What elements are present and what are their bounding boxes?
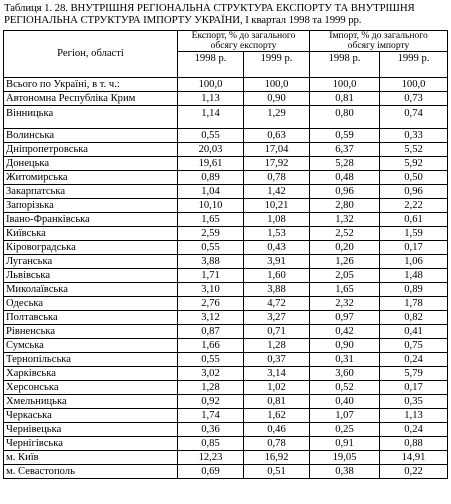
table-row — [4, 157, 448, 171]
region-cell: Автономна Республіка Крим — [4, 92, 178, 106]
value-cell: 3,91 — [244, 255, 310, 269]
value-cell: 2,22 — [380, 199, 448, 213]
value-cell: 1,26 — [310, 255, 380, 269]
value-cell: 17,04 — [244, 143, 310, 157]
value-cell: 3,14 — [244, 367, 310, 381]
value-cell: 100,0 — [178, 78, 244, 92]
value-cell: 1,48 — [380, 269, 448, 283]
value-cell: 3,88 — [244, 283, 310, 297]
region-cell: Чернігівська — [4, 437, 178, 451]
value-cell: 0,35 — [380, 395, 448, 409]
value-cell: 10,10 — [178, 199, 244, 213]
value-cell: 0,89 — [380, 283, 448, 297]
table-row — [4, 283, 448, 297]
value-cell: 1,59 — [380, 227, 448, 241]
value-cell: 1,13 — [178, 92, 244, 106]
value-cell: 0,33 — [380, 129, 448, 143]
value-cell: 5,92 — [380, 157, 448, 171]
value-cell: 20,03 — [178, 143, 244, 157]
header-import-1999: 1999 р. — [380, 52, 448, 78]
value-cell: 0,37 — [244, 353, 310, 367]
value-cell: 12,23 — [178, 451, 244, 465]
value-cell: 0,97 — [310, 311, 380, 325]
value-cell: 0,55 — [178, 353, 244, 367]
value-cell: 1,74 — [178, 409, 244, 423]
value-cell: 0,40 — [310, 395, 380, 409]
value-cell: 0,78 — [244, 437, 310, 451]
value-cell: 1,28 — [244, 339, 310, 353]
value-cell: 0,63 — [244, 129, 310, 143]
value-cell: 0,69 — [178, 465, 244, 479]
region-cell: Житомирська — [4, 171, 178, 185]
table-row — [4, 199, 448, 213]
value-cell: 0,46 — [244, 423, 310, 437]
table-body — [4, 78, 448, 479]
region-cell: Кіровоградська — [4, 241, 178, 255]
value-cell: 1,65 — [178, 213, 244, 227]
table-row — [4, 451, 448, 465]
value-cell: 1,28 — [178, 381, 244, 395]
region-cell: Донецька — [4, 157, 178, 171]
value-cell: 5,79 — [380, 367, 448, 381]
value-cell: 0,78 — [244, 171, 310, 185]
region-cell: Харківська — [4, 367, 178, 381]
value-cell: 1,29 — [244, 106, 310, 129]
value-cell: 0,22 — [380, 465, 448, 479]
header-import: Імпорт, % до загального обсягу імпорту — [310, 31, 448, 52]
value-cell: 0,75 — [380, 339, 448, 353]
header-export: Експорт, % до загального обсягу експорту — [178, 31, 310, 52]
region-cell: Вінницька — [4, 106, 178, 129]
value-cell: 0,92 — [178, 395, 244, 409]
header-import-1998: 1998 р. — [310, 52, 380, 78]
table-row — [4, 241, 448, 255]
value-cell: 2,59 — [178, 227, 244, 241]
value-cell: 0,80 — [310, 106, 380, 129]
value-cell: 0,61 — [380, 213, 448, 227]
value-cell: 0,48 — [310, 171, 380, 185]
region-cell: Черкаська — [4, 409, 178, 423]
value-cell: 0,90 — [244, 92, 310, 106]
table-row — [4, 465, 448, 479]
value-cell: 1,65 — [310, 283, 380, 297]
value-cell: 0,96 — [380, 185, 448, 199]
value-cell: 0,50 — [380, 171, 448, 185]
value-cell: 1,62 — [244, 409, 310, 423]
table-row — [4, 92, 448, 106]
table-row — [4, 255, 448, 269]
table-row — [4, 129, 448, 143]
region-cell: Луганська — [4, 255, 178, 269]
table-row — [4, 437, 448, 451]
table-row — [4, 78, 448, 92]
value-cell: 2,80 — [310, 199, 380, 213]
value-cell: 0,31 — [310, 353, 380, 367]
value-cell: 3,12 — [178, 311, 244, 325]
table-row — [4, 143, 448, 157]
table-row — [4, 409, 448, 423]
value-cell: 0,81 — [244, 395, 310, 409]
value-cell: 2,05 — [310, 269, 380, 283]
header-export-1998: 1998 р. — [178, 52, 244, 78]
value-cell: 3,88 — [178, 255, 244, 269]
table-row — [4, 213, 448, 227]
value-cell: 0,55 — [178, 129, 244, 143]
region-cell: Чернівецька — [4, 423, 178, 437]
region-cell: Миколаївська — [4, 283, 178, 297]
value-cell: 19,05 — [310, 451, 380, 465]
value-cell: 1,71 — [178, 269, 244, 283]
region-cell: Рівненська — [4, 325, 178, 339]
value-cell: 2,52 — [310, 227, 380, 241]
value-cell: 100,0 — [244, 78, 310, 92]
value-cell: 1,53 — [244, 227, 310, 241]
value-cell: 3,27 — [244, 311, 310, 325]
region-cell: Волинська — [4, 129, 178, 143]
value-cell: 0,74 — [380, 106, 448, 129]
value-cell: 1,13 — [380, 409, 448, 423]
region-cell: Хмельницька — [4, 395, 178, 409]
region-cell: Івано-Франківська — [4, 213, 178, 227]
value-cell: 1,66 — [178, 339, 244, 353]
value-cell: 0,25 — [310, 423, 380, 437]
value-cell: 17,92 — [244, 157, 310, 171]
table-row — [4, 171, 448, 185]
value-cell: 2,32 — [310, 297, 380, 311]
value-cell: 1,02 — [244, 381, 310, 395]
value-cell: 0,55 — [178, 241, 244, 255]
table-row — [4, 106, 448, 129]
region-cell: Київська — [4, 227, 178, 241]
value-cell: 1,60 — [244, 269, 310, 283]
value-cell: 3,10 — [178, 283, 244, 297]
table-row — [4, 269, 448, 283]
region-cell: Дніпропетровська — [4, 143, 178, 157]
value-cell: 0,87 — [178, 325, 244, 339]
table-row — [4, 325, 448, 339]
value-cell: 3,02 — [178, 367, 244, 381]
value-cell: 5,28 — [310, 157, 380, 171]
region-cell: Закарпатська — [4, 185, 178, 199]
table-row — [4, 395, 448, 409]
table-row — [4, 227, 448, 241]
region-cell: Полтавська — [4, 311, 178, 325]
value-cell: 0,91 — [310, 437, 380, 451]
value-cell: 6,37 — [310, 143, 380, 157]
value-cell: 0,59 — [310, 129, 380, 143]
table-row — [4, 423, 448, 437]
region-cell: м. Севастополь — [4, 465, 178, 479]
value-cell: 1,07 — [310, 409, 380, 423]
value-cell: 0,38 — [310, 465, 380, 479]
table-row — [4, 381, 448, 395]
value-cell: 1,32 — [310, 213, 380, 227]
region-cell: Тернопільська — [4, 353, 178, 367]
value-cell: 0,81 — [310, 92, 380, 106]
table-row — [4, 353, 448, 367]
value-cell: 0,96 — [310, 185, 380, 199]
value-cell: 5,52 — [380, 143, 448, 157]
value-cell: 0,24 — [380, 423, 448, 437]
value-cell: 0,82 — [380, 311, 448, 325]
value-cell: 3,60 — [310, 367, 380, 381]
value-cell: 100,0 — [310, 78, 380, 92]
table-row — [4, 311, 448, 325]
region-cell: Сумська — [4, 339, 178, 353]
value-cell: 10,21 — [244, 199, 310, 213]
region-cell: Одеська — [4, 297, 178, 311]
table-row — [4, 339, 448, 353]
value-cell: 1,04 — [178, 185, 244, 199]
region-cell: Всього по Україні, в т. ч.: — [4, 78, 178, 92]
value-cell: 0,73 — [380, 92, 448, 106]
value-cell: 0,42 — [310, 325, 380, 339]
value-cell: 1,14 — [178, 106, 244, 129]
region-cell: м. Київ — [4, 451, 178, 465]
value-cell: 14,91 — [380, 451, 448, 465]
value-cell: 0,17 — [380, 381, 448, 395]
value-cell: 1,78 — [380, 297, 448, 311]
value-cell: 0,36 — [178, 423, 244, 437]
value-cell: 1,08 — [244, 213, 310, 227]
header-export-1999: 1999 р. — [244, 52, 310, 78]
value-cell: 1,42 — [244, 185, 310, 199]
value-cell: 0,43 — [244, 241, 310, 255]
value-cell: 0,51 — [244, 465, 310, 479]
value-cell: 0,90 — [310, 339, 380, 353]
table-row — [4, 297, 448, 311]
region-cell: Херсонська — [4, 381, 178, 395]
value-cell: 0,41 — [380, 325, 448, 339]
value-cell: 0,24 — [380, 353, 448, 367]
value-cell: 0,85 — [178, 437, 244, 451]
value-cell: 2,76 — [178, 297, 244, 311]
value-cell: 0,89 — [178, 171, 244, 185]
value-cell: 100,0 — [380, 78, 448, 92]
value-cell: 0,52 — [310, 381, 380, 395]
table-row — [4, 185, 448, 199]
value-cell: 19,61 — [178, 157, 244, 171]
value-cell: 1,06 — [380, 255, 448, 269]
value-cell: 0,20 — [310, 241, 380, 255]
table-caption: Таблиця 1. 28. ВНУТРІШНЯ РЕГІОНАЛЬНА СТРУКТУРА ЕКСПОРТУ ТА ВНУТРІШНЯ РЕГІОНАЛЬНА СТРУКТУРА ІМПОРТУ УКРАЇНИ, І квартал 1998 та 1999 рр. — [4, 2, 415, 26]
region-structure-table — [3, 30, 448, 479]
value-cell: 16,92 — [244, 451, 310, 465]
value-cell: 4,72 — [244, 297, 310, 311]
region-cell: Львівська — [4, 269, 178, 283]
value-cell: 0,71 — [244, 325, 310, 339]
region-cell: Запорізька — [4, 199, 178, 213]
value-cell: 0,88 — [380, 437, 448, 451]
table-row — [4, 367, 448, 381]
header-region: Регіон, області — [4, 31, 178, 78]
value-cell: 0,17 — [380, 241, 448, 255]
